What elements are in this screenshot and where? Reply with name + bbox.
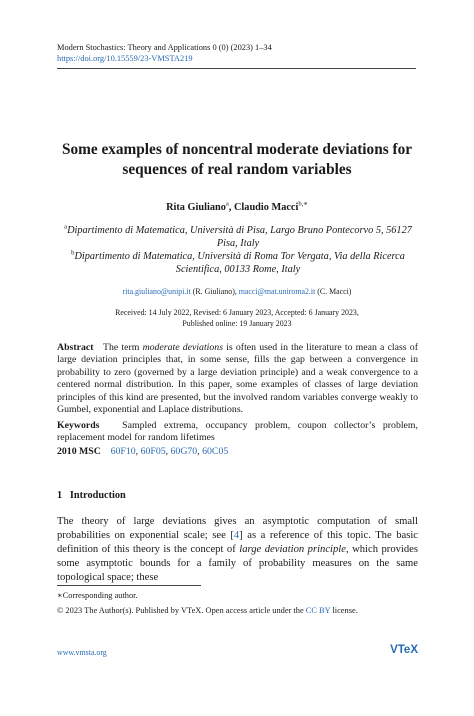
section-heading	[57, 490, 126, 501]
author-emails	[57, 287, 417, 298]
section-number: 1	[57, 490, 63, 501]
citation-link[interactable]: 4	[233, 530, 240, 541]
author-list	[40, 202, 434, 213]
affiliation-a	[56, 224, 420, 250]
abstract-text: The term	[103, 342, 143, 353]
copyright-notice	[57, 606, 358, 615]
abstract-label: Abstract	[57, 342, 94, 353]
affiliation-text: Pisa, Italy	[216, 238, 260, 249]
affiliation-b	[56, 250, 420, 276]
affiliation-mark: b	[71, 249, 75, 257]
title-line-1: Some examples of noncentral moderate deviations for	[61, 141, 413, 158]
intro-emphasis: large deviation principle	[239, 544, 346, 555]
corresponding-footnote: ∗Corresponding author.	[57, 591, 138, 600]
email-note: (C. Macci)	[315, 287, 352, 296]
affiliation-text: Dipartimento di Matematica, Università di Roma Tor Vergata, Via della Ricerca	[74, 251, 405, 262]
msc-code-link[interactable]: 60F05	[140, 446, 166, 457]
author-name: Claudio Macci	[234, 202, 299, 213]
author-affiliation-mark: a	[225, 200, 229, 208]
journal-header	[57, 42, 272, 64]
msc-code-link[interactable]: 60C05	[202, 446, 229, 457]
affiliation-text: Scientifica, 00133 Rome, Italy	[175, 264, 301, 275]
affiliation-text: Dipartimento di Matematica, Università di Pisa, Largo Bruno Pontecorvo 5, 56127	[67, 225, 412, 236]
keywords	[57, 420, 418, 445]
intro-paragraph	[57, 515, 418, 585]
msc-code-link[interactable]: 60G70	[170, 446, 198, 457]
paper-title	[40, 140, 434, 180]
abstract-text: is often used in the literature to mean a class of large deviation principles that, in some sense, fills the gap between a convergence in probability to zero (governed by a large deviation principle) and a weak convergence to a centered normal distribution. In this paper, some examples of classes of large deviation principles of this kind are presented, but the involved random variables converge weakly to Gumbel, exponential and Laplace distributions.	[57, 342, 418, 416]
abstract	[57, 342, 418, 416]
intro-text: The theory of large deviations gives an asymptotic computation of small probabilities on exponential scale; see [	[57, 516, 418, 541]
title-line-2: sequences of real random variables	[122, 161, 352, 178]
abstract-emphasis: moderate deviations	[142, 342, 224, 353]
msc-code-link[interactable]: 60F10	[110, 446, 136, 457]
vtex-logo: VTeX	[390, 644, 418, 656]
journal-line: Modern Stochastics: Theory and Applications 0 (0) (2023) 1–34	[57, 43, 272, 52]
copyright-text: © 2023 The Author(s). Published by VTeX. Open access article under the	[57, 606, 306, 615]
copyright-text: license.	[330, 606, 358, 615]
intro-text: ] as a reference of this topic. The basic definition of this theory is the concept of	[57, 530, 418, 555]
intro-text: , which provides some asymptotic bounds for a family of probability measures on the same topological space; these	[57, 544, 418, 583]
email-link[interactable]: macci@mat.uniroma2.it	[238, 287, 316, 296]
keywords-label: Keywords	[57, 420, 100, 431]
dates-line: Published online: 19 January 2023	[182, 318, 292, 328]
author-separator: ,	[228, 202, 234, 213]
section-title: Introduction	[69, 490, 126, 501]
header-rule	[57, 68, 416, 69]
email-link[interactable]: rita.giuliano@unipi.it	[122, 287, 191, 296]
publication-dates	[57, 308, 417, 329]
msc-codes: 2010 MSC 60F10, 60F05, 60G70, 60C05	[57, 446, 229, 457]
doi-link[interactable]: https://doi.org/10.15559/23-VMSTA219	[57, 54, 193, 63]
dates-line: Received: 14 July 2022, Revised: 6 January 2023, Accepted: 6 January 2023,	[115, 308, 359, 317]
author-affiliation-mark: b,∗	[298, 200, 308, 208]
author-name: Rita Giuliano	[166, 202, 226, 213]
license-link[interactable]: CC BY	[305, 606, 331, 615]
footnote-rule	[57, 585, 201, 586]
email-note: (R. Giuliano),	[190, 287, 239, 296]
affiliation-mark: a	[64, 223, 68, 231]
website-link[interactable]: www.vmsta.org	[57, 648, 107, 657]
msc-label: 2010 MSC	[57, 446, 101, 457]
keywords-text: Sampled extrema, occupancy problem, coupon collector’s problem, replacement model for random lifetimes	[57, 420, 418, 444]
